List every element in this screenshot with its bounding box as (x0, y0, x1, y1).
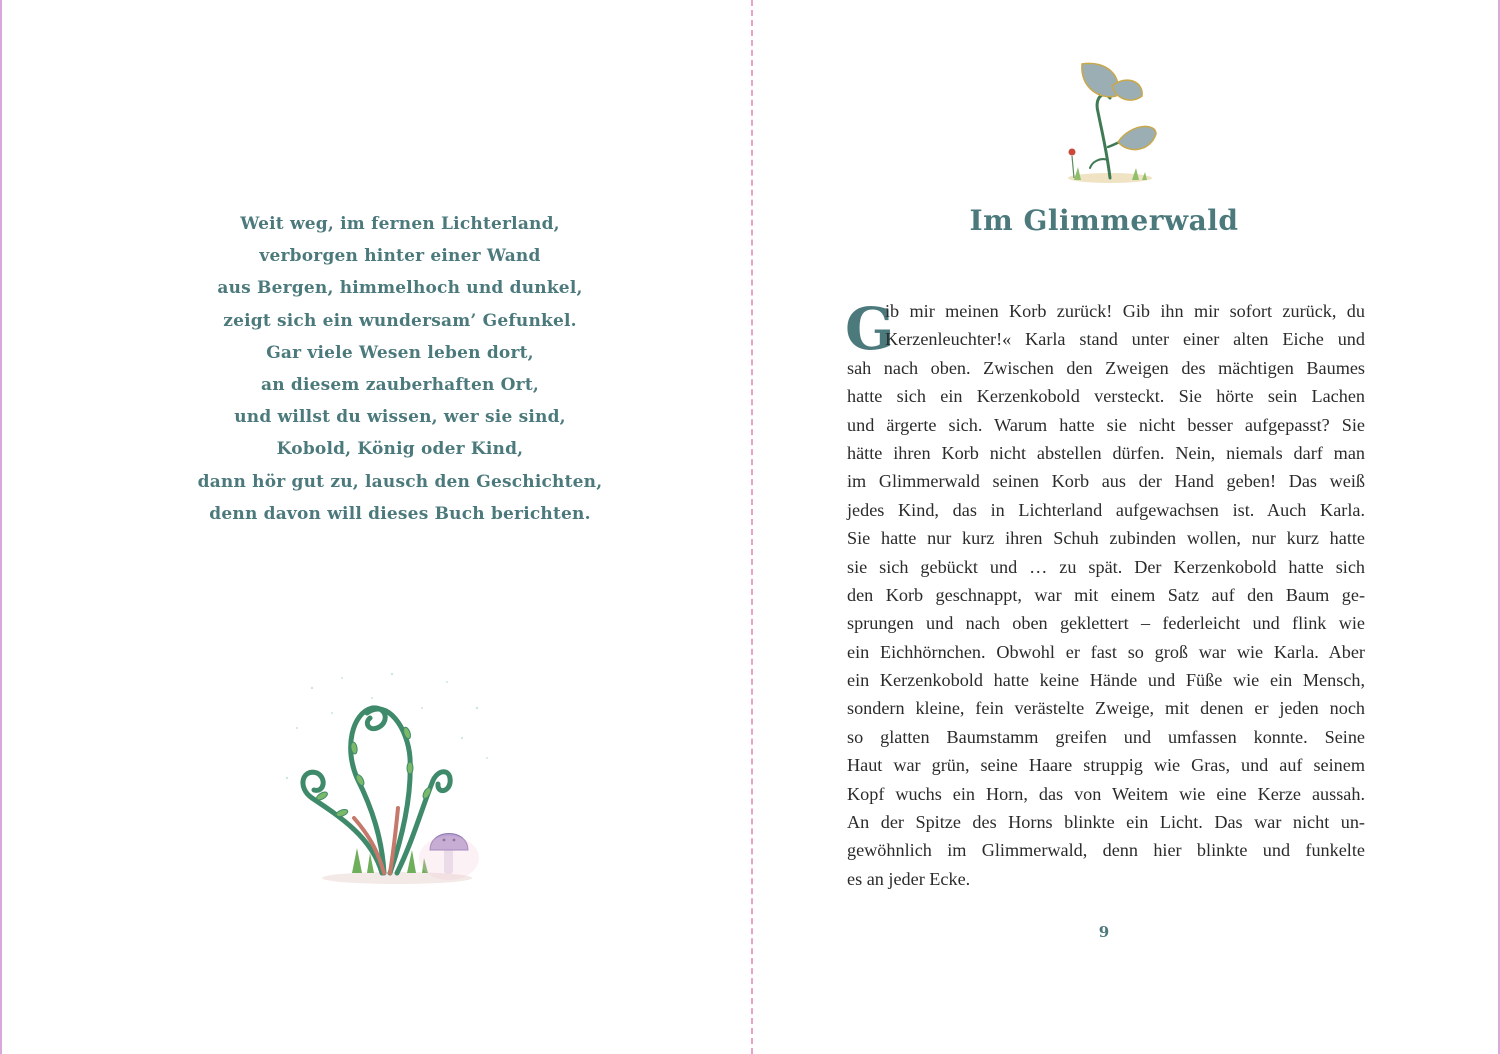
story-text (847, 297, 1365, 893)
text-line: ein Eichhörnchen. Obwohl er fast so groß war wie Karla. Aber (847, 641, 1365, 662)
leafy-sprout-illustration (1052, 52, 1162, 187)
poem-line: aus Bergen, himmelhoch und dunkel, (217, 278, 583, 299)
text-line: Kopf wuchs ein Horn, das von Weitem wie eine Kerze aussah. (847, 783, 1365, 804)
poem-line: Weit weg, im fernen Lichterland, (240, 214, 560, 234)
poem-line: an diesem zauberhaften Ort, (260, 375, 539, 396)
page-number: 9 (1098, 923, 1110, 941)
poem-line: verborgen hinter einer Wand (259, 246, 541, 267)
text-line: und ärgerte sich. Warum hatte sie nicht besser aufgepasst? Sie (847, 414, 1365, 435)
poem-line: dann hör gut zu, lausch den Geschichten, (197, 471, 603, 492)
dropcap-letter: G (845, 295, 895, 363)
text-line: im Glimmerwald seinen Korb aus der Hand geben! Das weiß (847, 471, 1365, 492)
text-line: An der Spitze des Horns blinkte ein Licht. Das war nicht un- (847, 812, 1365, 833)
poem-line: Gar viele Wesen leben dort, (266, 342, 534, 363)
page-gutter-divider (751, 0, 753, 1054)
chapter-title: Im Glimmerwald (969, 204, 1239, 237)
text-line: den Korb geschnappt, war mit einem Satz auf den Baum ge- (847, 584, 1365, 605)
text-line: sie sich gebückt und … zu spät. Der Kerzenkobold hatte sich (847, 556, 1365, 577)
text-line: sah nach oben. Zwischen den Zweigen des mächtigen Baumes (847, 357, 1365, 378)
text-line: sprungen und nach oben geklettert – federleicht und flink wie (847, 613, 1365, 634)
mushroom-icon (419, 834, 479, 881)
poem-line: und willst du wissen, wer sie sind, (234, 407, 566, 428)
text-line: sondern kleine, fein verästelte Zweige, mit denen er jeden noch (847, 698, 1365, 719)
text-line: ein Kerzenkobold hatte keine Hände und Füße wie ein Mensch, (847, 670, 1365, 691)
poem-line: zeigt sich ein wundersam’ Gefunkel. (223, 310, 577, 331)
poem-line: Kobold, König oder Kind, (276, 439, 524, 460)
text-line: hätte ihren Korb nicht abstellen dürfen. Nein, niemals darf man (847, 442, 1365, 463)
poem (192, 208, 608, 530)
text-line: so glatten Baumstamm greifen und umfassen konnte. Seine (847, 726, 1365, 747)
text-line: Sie hatte nur kurz ihren Schuh zubinden wollen, nur kurz hatte (847, 528, 1365, 549)
text-line: gewöhnlich im Glimmerwald, denn hier blinkte und funkelte (847, 840, 1365, 861)
sparkle-dots (286, 673, 488, 779)
text-line: ib mir meinen Korb zurück! Gib ihn mir sofort zurück, du (885, 301, 1365, 321)
fern-with-mushroom-illustration (272, 668, 512, 890)
text-line: Kerzenleuchter!« Karla stand unter einer alten Eiche und (885, 329, 1365, 350)
text-line: hatte sich ein Kerzenkobold versteckt. Sie hörte sein Lachen (847, 386, 1365, 407)
text-line: Haut war grün, seine Haare struppig wie Gras, und auf seinem (847, 755, 1365, 776)
text-line: jedes Kind, das in Lichterland aufgewachsen ist. Auch Karla. (847, 499, 1365, 520)
poem-line: denn davon will dieses Buch berichten. (209, 503, 591, 524)
text-line: es an jeder Ecke. (847, 868, 971, 889)
